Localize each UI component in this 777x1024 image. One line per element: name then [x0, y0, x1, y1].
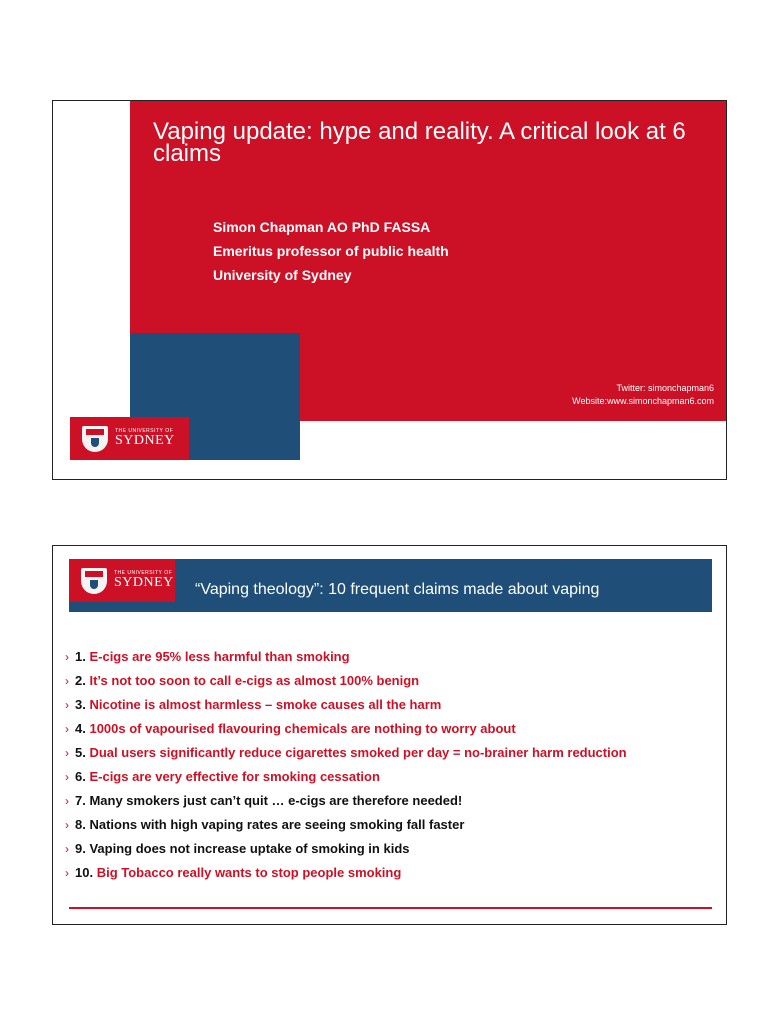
bullet-chevron-icon: › — [65, 794, 69, 808]
university-logo — [70, 417, 189, 460]
bullet-chevron-icon: › — [65, 866, 69, 880]
claim-text: E-cigs are very effective for smoking cessation — [89, 769, 380, 784]
bullet-chevron-icon: › — [65, 746, 69, 760]
author-name: Simon Chapman AO PhD FASSA — [213, 219, 431, 235]
presentation-title: Vaping update: hype and reality. A critical look at 6 claims — [153, 118, 686, 167]
claim-item — [65, 645, 627, 669]
claim-number: 2. — [75, 673, 86, 688]
claim-text: Big Tobacco really wants to stop people smoking — [96, 865, 402, 880]
claim-item — [65, 837, 627, 861]
contact-info — [572, 382, 714, 408]
claim-number: 10. — [75, 865, 94, 880]
claim-number: 8. — [75, 817, 86, 832]
claim-item — [65, 669, 627, 693]
claim-text: Dual users significantly reduce cigarettes smoked per day = no-brainer harm reduction — [89, 745, 627, 760]
bullet-chevron-icon: › — [65, 842, 69, 856]
title-slide — [52, 100, 727, 480]
claim-item — [65, 717, 627, 741]
bullet-chevron-icon: › — [65, 674, 69, 688]
claims-slide — [52, 545, 727, 925]
bullet-chevron-icon: › — [65, 698, 69, 712]
claims-list — [65, 645, 627, 885]
claim-text: 1000s of vapourised flavouring chemicals are nothing to worry about — [89, 721, 516, 736]
claim-item — [65, 693, 627, 717]
website-url: Website:www.simonchapman6.com — [572, 396, 714, 406]
claim-number: 6. — [75, 769, 86, 784]
claim-text: Vaping does not increase uptake of smoking in kids — [89, 841, 410, 856]
claim-item — [65, 789, 627, 813]
footer-rule — [69, 907, 712, 909]
claim-item — [65, 741, 627, 765]
logo-wordmark — [114, 571, 174, 590]
claim-item — [65, 765, 627, 789]
bullet-chevron-icon: › — [65, 722, 69, 736]
slide-title: “Vaping theology”: 10 frequent claims made about vaping — [195, 581, 600, 598]
claim-number: 1. — [75, 649, 86, 664]
university-crest-icon — [82, 426, 108, 452]
twitter-handle: Twitter: simonchapman6 — [616, 383, 714, 393]
claim-text: Nations with high vaping rates are seeing smoking fall faster — [89, 817, 465, 832]
claim-item — [65, 813, 627, 837]
claim-number: 4. — [75, 721, 86, 736]
claim-text: It’s not too soon to call e-cigs as almost 100% benign — [89, 673, 420, 688]
claim-text: E-cigs are 95% less harmful than smoking — [89, 649, 350, 664]
logo-wordmark — [115, 429, 175, 448]
claim-number: 5. — [75, 745, 86, 760]
claim-number: 7. — [75, 793, 86, 808]
logo-small-text: THE UNIVERSITY OF — [114, 570, 173, 576]
logo-big-text: SYDNEY — [114, 575, 174, 590]
author-block — [213, 215, 449, 287]
university-crest-icon — [81, 568, 107, 594]
claim-number: 9. — [75, 841, 86, 856]
bullet-chevron-icon: › — [65, 770, 69, 784]
author-role: Emeritus professor of public health — [213, 243, 449, 259]
author-affiliation: University of Sydney — [213, 267, 352, 283]
bullet-chevron-icon: › — [65, 650, 69, 664]
university-logo — [69, 559, 175, 602]
claim-text: Many smokers just can’t quit … e-cigs are therefore needed! — [89, 793, 463, 808]
logo-big-text: SYDNEY — [115, 433, 175, 448]
logo-small-text: THE UNIVERSITY OF — [115, 428, 174, 434]
claim-number: 3. — [75, 697, 86, 712]
claim-item — [65, 861, 627, 885]
bullet-chevron-icon: › — [65, 818, 69, 832]
claim-text: Nicotine is almost harmless – smoke causes all the harm — [89, 697, 442, 712]
